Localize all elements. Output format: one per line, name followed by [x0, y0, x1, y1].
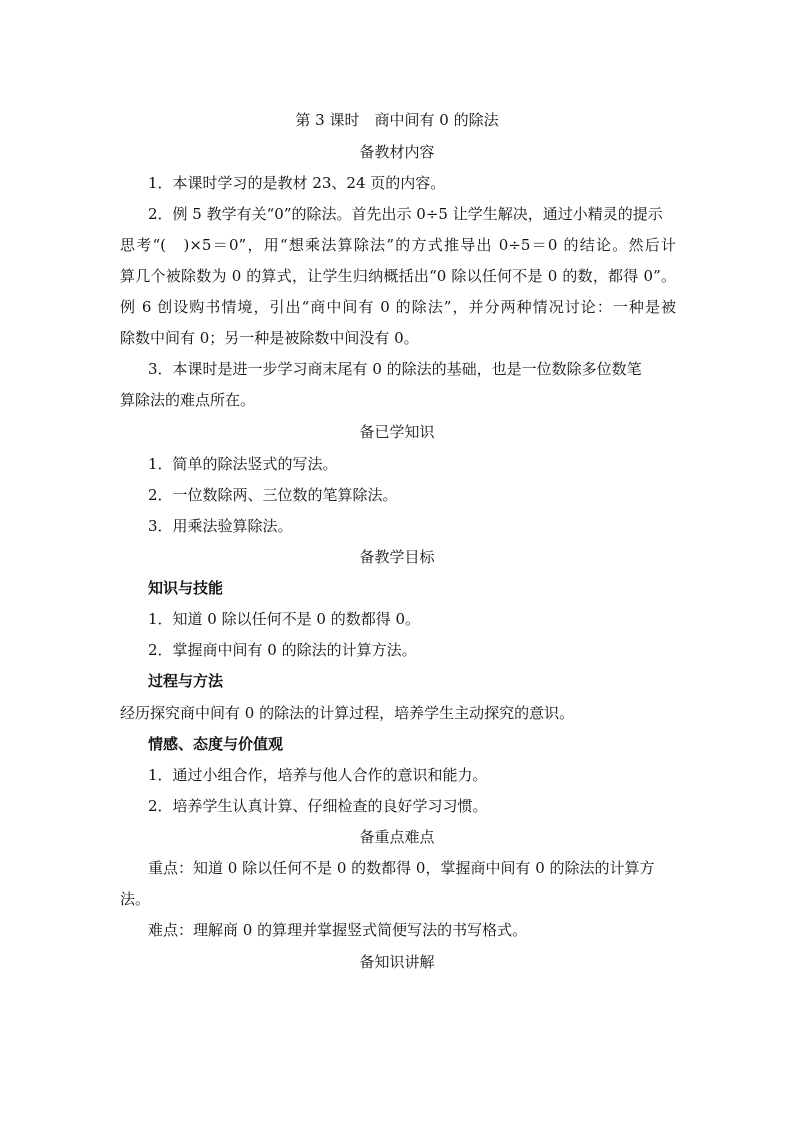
- knowledge-item: 2．掌握商中间有 0 的除法的计算方法。: [148, 641, 417, 659]
- keypoint-line-1: 重点：知道 0 除以任何不是 0 的数都得 0，掌握商中间有 0 的除法的计算方: [148, 859, 655, 877]
- materials-paragraph-3-line-1: 3．本课时是进一步学习商末尾有 0 的除法的基础，也是一位数除多位数笔: [148, 360, 642, 378]
- materials-paragraph-2-line-4: 例 6 创设购书情境，引出“商中间有 0 的除法”，并分两种情况讨论：一种是被: [120, 298, 676, 316]
- materials-paragraph-2-line-1: 2．例 5 教学有关“0”的除法。首先出示 0÷5 让学生解决，通过小精灵的提示: [148, 205, 663, 223]
- section-heading-explanation: 备知识讲解: [359, 953, 435, 971]
- difficulty-line: 难点：理解商 0 的算理并掌握竖式简便写法的书写格式。: [148, 921, 528, 939]
- materials-paragraph-3-line-2: 算除法的难点所在。: [120, 391, 256, 409]
- lesson-title: 第 3 课时 商中间有 0 的除法: [295, 111, 499, 129]
- section-heading-materials: 备教材内容: [359, 143, 435, 161]
- attitude-item: 2．培养学生认真计算、仔细检查的良好学习习惯。: [148, 797, 488, 815]
- process-text: 经历探究商中间有 0 的除法的计算过程，培养学生主动探究的意识。: [120, 704, 575, 722]
- prior-item: 1．简单的除法竖式的写法。: [148, 455, 338, 473]
- materials-paragraph-2-line-2: 思考“( )×5＝0”，用“想乘法算除法”的方式推导出 0÷5＝0 的结论。然后计: [120, 236, 676, 254]
- prior-item: 3．用乘法验算除法。: [148, 517, 293, 535]
- goals-subheading-attitude: 情感、态度与价值观: [148, 735, 284, 753]
- materials-paragraph-2-line-3: 算几个被除数为 0 的算式，让学生归纳概括出“0 除以任何不是 0 的数，都得 0”。: [120, 267, 676, 285]
- attitude-item: 1．通过小组合作，培养与他人合作的意识和能力。: [148, 766, 488, 784]
- goals-subheading-knowledge: 知识与技能: [148, 579, 224, 597]
- goals-subheading-process: 过程与方法: [148, 672, 224, 690]
- section-heading-keypoints: 备重点难点: [359, 828, 435, 846]
- section-heading-goals: 备教学目标: [359, 548, 435, 566]
- materials-paragraph-1: 1．本课时学习的是教材 23、24 页的内容。: [148, 174, 446, 192]
- keypoint-line-2: 法。: [120, 890, 151, 908]
- prior-item: 2．一位数除两、三位数的笔算除法。: [148, 486, 398, 504]
- materials-paragraph-2-line-5: 除数中间有 0；另一种是被除数中间没有 0。: [120, 329, 419, 347]
- section-heading-prior: 备已学知识: [359, 423, 435, 441]
- knowledge-item: 1．知道 0 除以任何不是 0 的数都得 0。: [148, 610, 421, 628]
